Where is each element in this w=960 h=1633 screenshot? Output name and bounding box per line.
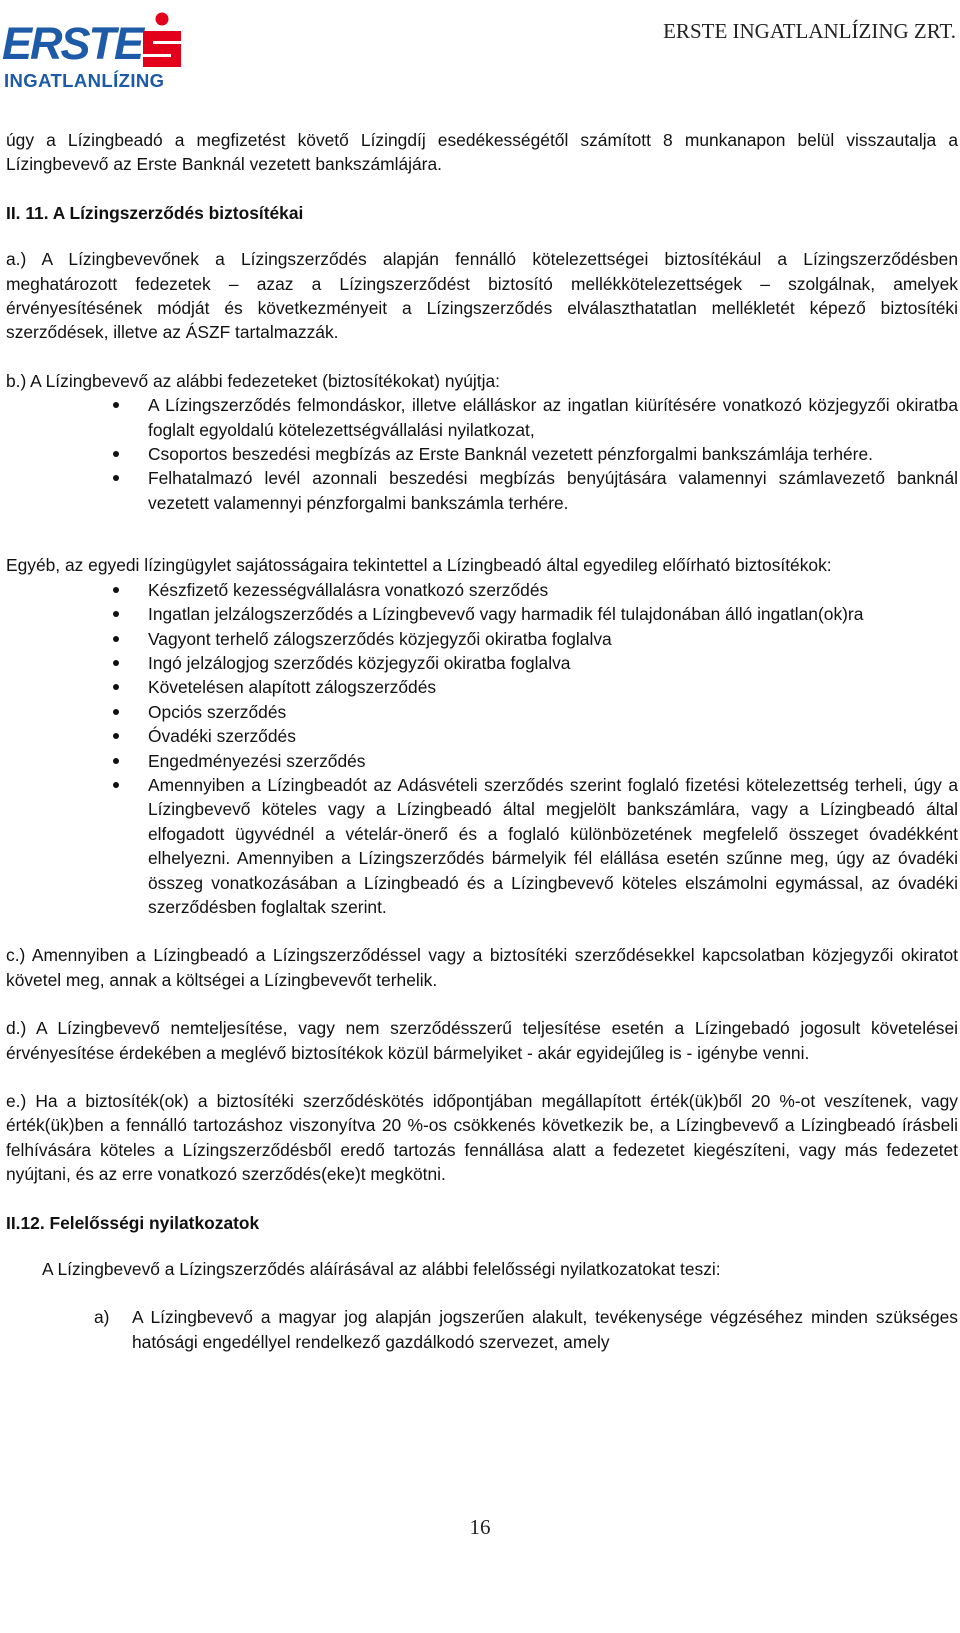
bullet-icon — [113, 758, 119, 764]
section-11-b-intro: b.) A Lízingbevevő az alábbi fedezeteket (biztosítékokat) nyújtja: — [6, 370, 500, 391]
section-11-d-paragraph: d.) A Lízingbevevő nemteljesítése, vagy nem szerződésszerű teljesítése esetén a Lízingebadó jogosult követelései érvényesítése érdekében a meglévő biztosítékok közül bármelyiket - akár egyidejűleg is - igénybe venni. — [6, 1018, 958, 1063]
bullet-icon — [113, 451, 119, 457]
other-securities-list — [6, 578, 958, 920]
section-12-intro: A Lízingbevevő a Lízingszerződés aláírásával az alábbi felelősségi nyilatkozatokat teszi: — [42, 1259, 721, 1280]
list-item: Ingatlan jelzálogszerződés a Lízingbevevő vagy harmadik fél tulajdonában álló ingatlan(ok)ra — [6, 602, 958, 626]
list-item: Amennyiben a Lízingbeadót az Adásvételi szerződés szerint foglaló fizetési kötelezettség terheli, úgy a Lízingbevevő köteles vagy a Lízingbeadó által megjelölt bankszámlára, vagy a Lízingbeadó által elfogadott ügyvédnél a vételár-önerő és a foglaló különbözetének megfelelő összeget óvadékként elhelyezni. Amennyiben a Lízingszerződés bármelyik fél elállása esetén szűnne meg, úgy az óvadéki összeg vonatkozásában a Lízingbeadó és a Lízingbevevő köteles elszámolni egymással, az óvadéki szerződésben foglaltak szerint. — [6, 773, 958, 919]
list-item: Készfizető kezességvállalásra vonatkozó szerződés — [6, 578, 958, 602]
bullet-icon — [113, 611, 119, 617]
bullet-icon — [113, 636, 119, 642]
section-12-title: II.12. Felelősségi nyilatkozatok — [6, 1212, 260, 1233]
list-item: Óvadéki szerződés — [6, 724, 958, 748]
list-item: Engedményezési szerződés — [6, 749, 958, 773]
item-text: A Lízingbevevő a magyar jog alapján jogszerűen alakult, tevékenysége végzéséhez minden szükséges hatósági engedéllyel rendelkező gazdálkodó szervezet, amely — [132, 1307, 958, 1352]
page-number: 16 — [469, 1515, 491, 1539]
bullet-icon — [113, 402, 119, 408]
list-item: Ingó jelzálogjog szerződés közjegyzői okiratba foglalva — [6, 651, 958, 675]
list-item: A Lízingszerződés felmondáskor, illetve elálláskor az ingatlan kiürítésére vonatkozó közjegyzői okiratba foglalt egyoldalú kötelezettségvállalási nyilatkozat, — [6, 393, 958, 442]
bullet-icon — [113, 475, 119, 481]
list-item: Opciós szerződés — [6, 700, 958, 724]
erste-logo — [2, 8, 187, 91]
erste-s-mark-icon — [139, 11, 185, 71]
logo-subtitle: INGATLANLÍZING — [4, 70, 165, 91]
section-11-title: II. 11. A Lízingszerződés biztosítékai — [6, 202, 304, 223]
list-item: Követelésen alapított zálogszerződés — [6, 675, 958, 699]
document-body — [6, 128, 958, 1354]
company-name: ERSTE INGATLANLÍZING ZRT. — [663, 19, 956, 43]
bullet-icon — [113, 587, 119, 593]
bullet-icon — [113, 709, 119, 715]
bullet-icon — [113, 684, 119, 690]
section-11-c-paragraph: c.) Amennyiben a Lízingbeadó a Lízingszerződéssel vagy a biztosítéki szerződésekkel kapcsolatban közjegyzői okiratot követel meg, annak a költségei a Lízingbevevőt terhelik. — [6, 945, 958, 990]
b-list — [6, 393, 958, 515]
bullet-icon — [113, 733, 119, 739]
section-12-item-a — [6, 1305, 958, 1354]
list-item: Felhatalmazó levél azonnali beszedési megbízás benyújtására valamennyi számlavezető banknál vezetett valamennyi pénzforgalmi bankszámla terhére. — [6, 466, 958, 515]
logo-brand-text: ERSTE — [2, 18, 143, 69]
bullet-icon — [113, 782, 119, 788]
other-securities-intro: Egyéb, az egyedi lízingügylet sajátosságaira tekintettel a Lízingbeadó által egyedileg előírható biztosítékok: — [6, 555, 832, 576]
intro-paragraph: úgy a Lízingbeadó a megfizetést követő Lízingdíj esedékességétől számított 8 munkanapon belül visszautalja a Lízingbevevő az Erste Banknál vezetett bankszámlájára. — [6, 130, 958, 175]
section-11-a-paragraph: a.) A Lízingbevevőnek a Lízingszerződés alapján fennálló kötelezettségei biztosítékául a Lízingszerződésben meghatározott fedezetek – azaz a Lízingszerződést biztosító mellékkötelezettségek – szolgálnak, amelyek érvényesítésének módját és következményeit a Lízingszerződés elválaszthatatlan mellékletét képező biztosítéki szerződések, illetve az ÁSZF tartalmazzák. — [6, 249, 958, 343]
item-marker: a) — [94, 1307, 110, 1328]
section-11-e-paragraph: e.) Ha a biztosíték(ok) a biztosítéki szerződéskötés időpontjában megállapított érték(ük)ből 20 %-ot veszítenek, vagy érték(ük)ben a fennálló tartozáshoz viszonyítva 20 %-os csökkenés következik be, a Lízingbevevő a Lízingbeadó írásbeli felhívására köteles a Lízingszerződésből eredő tartozás fennállása alatt a fedezetet kiegészíteni, vagy más fedezetet nyújtani, és az erre vonatkozó szerződés(eke)t megkötni. — [6, 1091, 958, 1185]
bullet-icon — [113, 660, 119, 666]
page-header — [0, 0, 960, 95]
list-item: Vagyont terhelő zálogszerződés közjegyzői okiratba foglalva — [6, 627, 958, 651]
list-item: Csoportos beszedési megbízás az Erste Banknál vezetett pénzforgalmi bankszámlája terhére. — [6, 442, 958, 466]
